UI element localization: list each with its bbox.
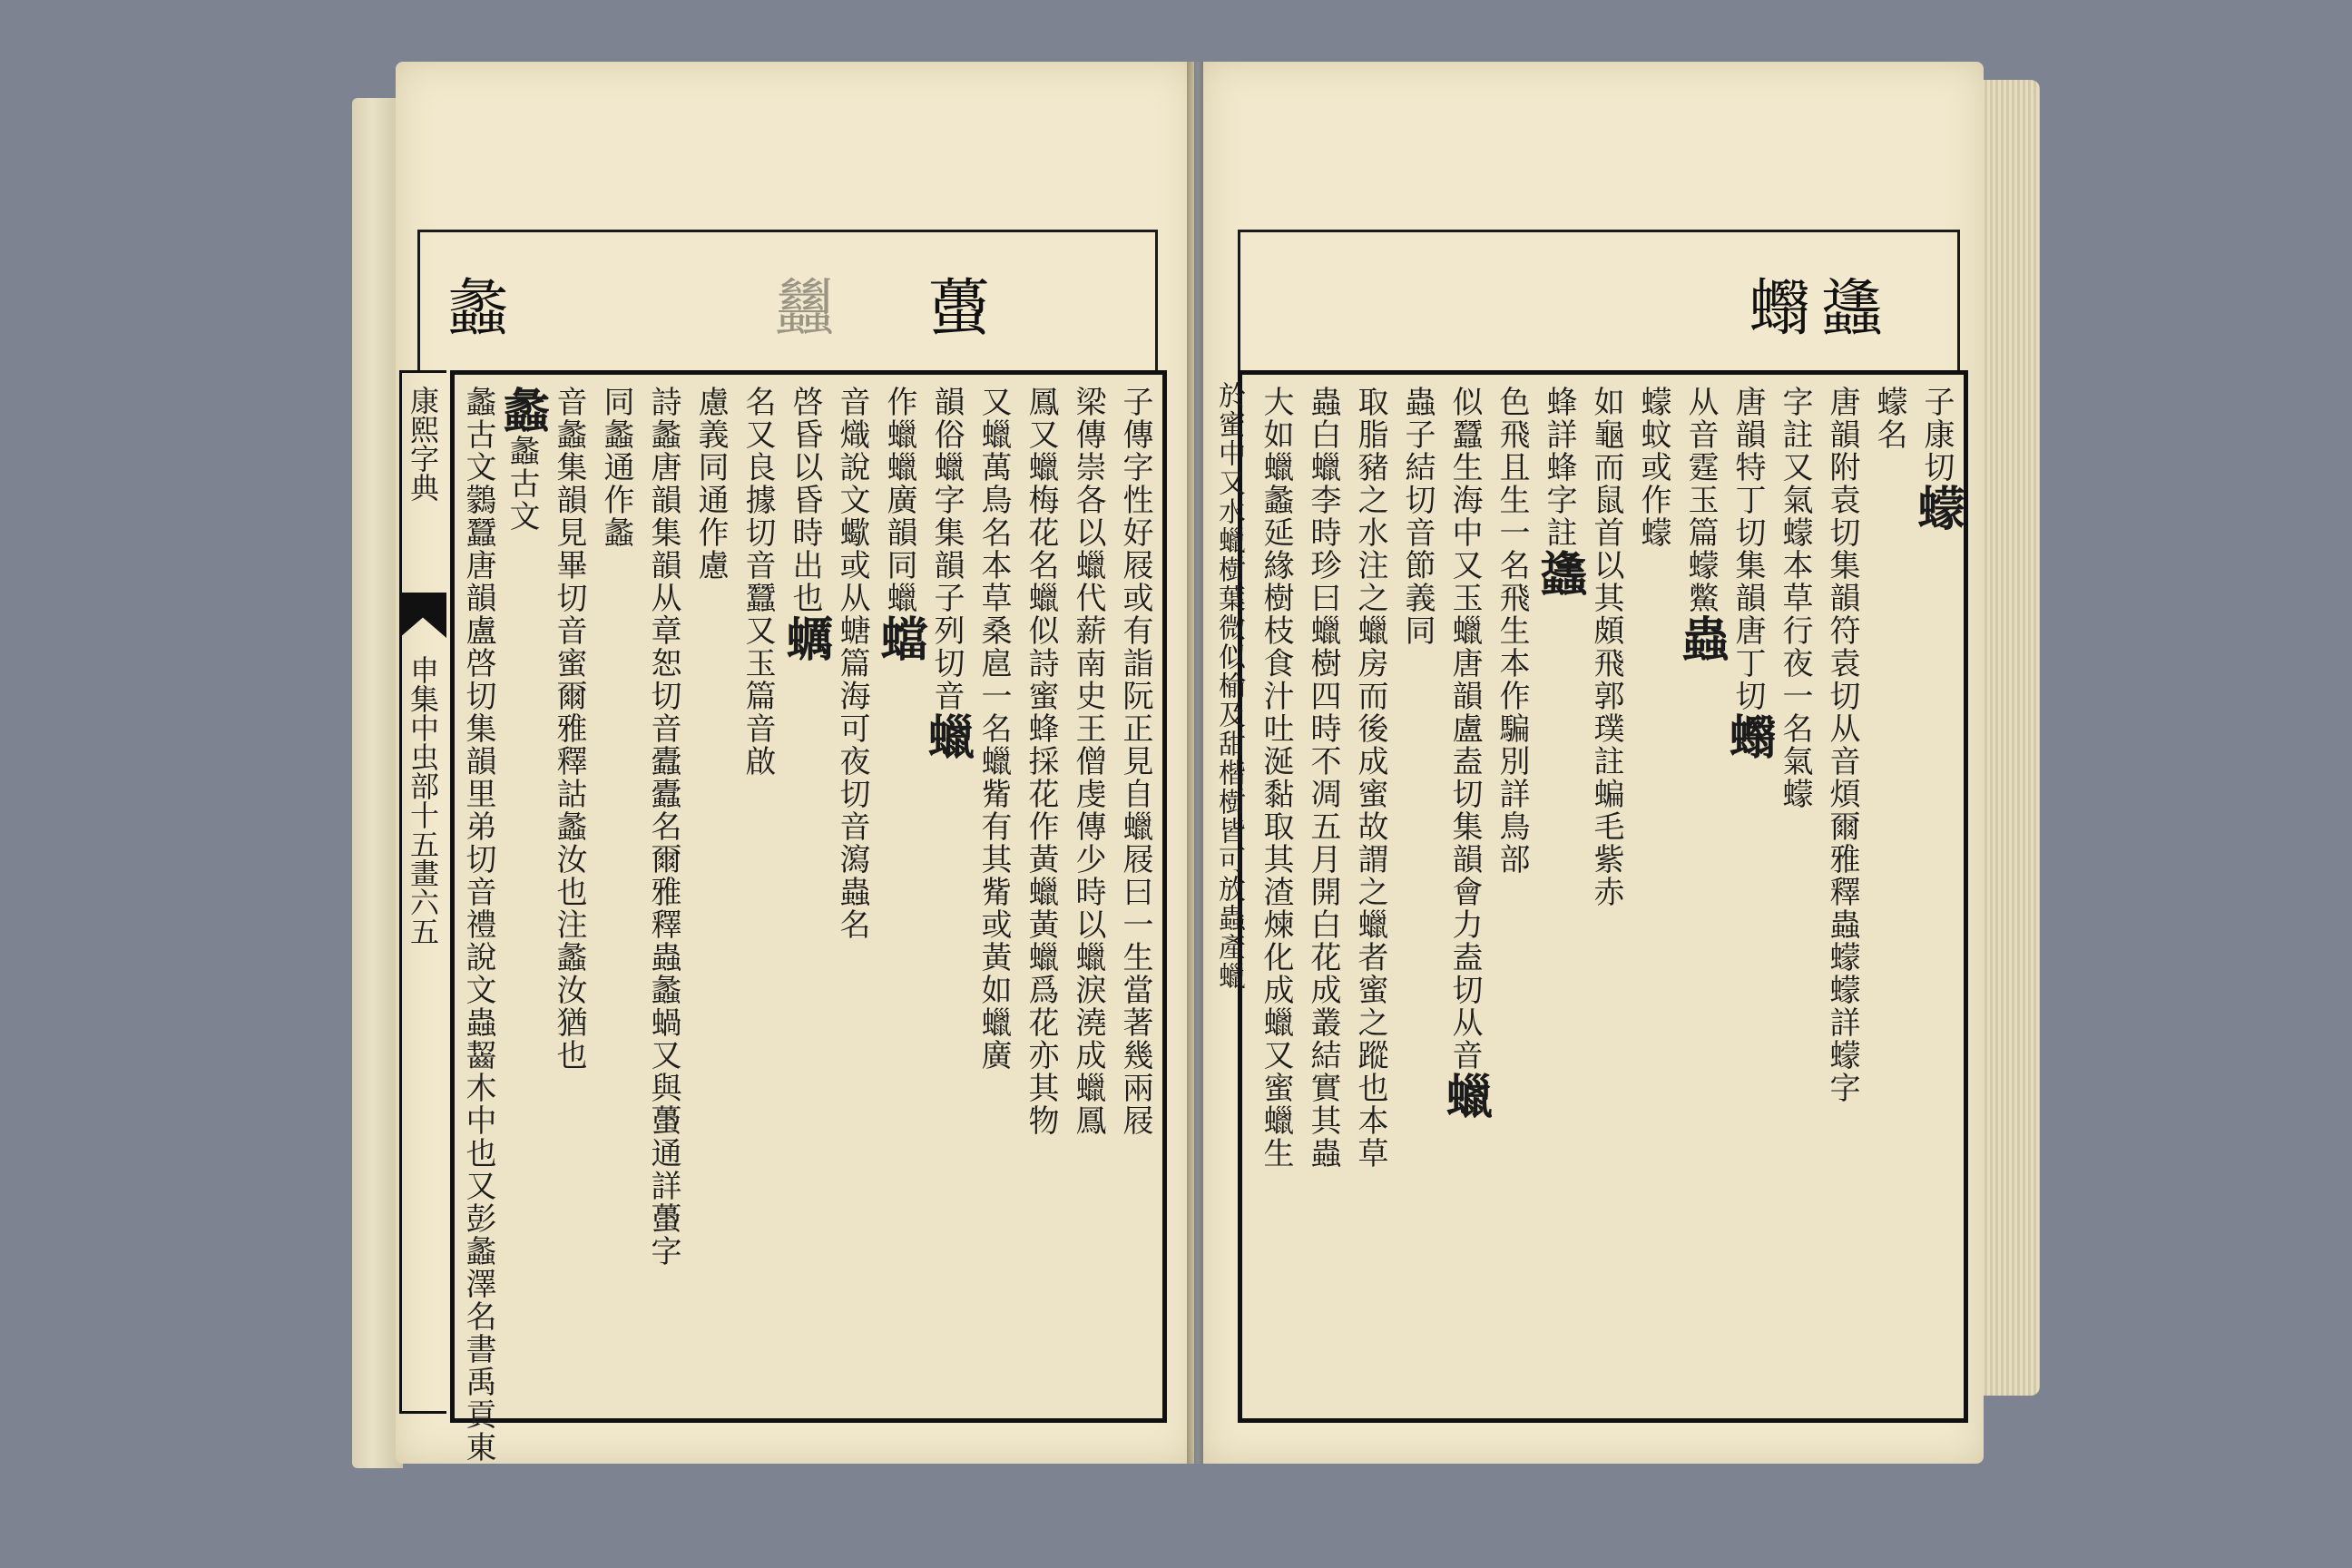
text-segment: 唐韻特丁切集韻唐丁切 — [1730, 386, 1766, 712]
seal-character: 蠭 — [1821, 273, 1884, 345]
text-column — [1437, 386, 1493, 1402]
text-column — [919, 386, 975, 1402]
margin-section: 申集中 — [406, 655, 440, 742]
left-page — [396, 62, 1194, 1464]
text-segment: 蠡古文 — [504, 435, 540, 533]
seal-character: 蠮 — [1749, 273, 1811, 345]
text-column: 蠓蚊或作蠓 — [1635, 386, 1671, 549]
headword: 蠓 — [1909, 484, 1965, 533]
text-column: 音蠡集韻見畢切音蜜爾雅釋詁蠡汝也注蠡汝猶也 — [551, 386, 587, 1072]
text-column: 色飛且生一名飛生本作騙別詳鳥部 — [1494, 386, 1530, 876]
text-segment: 韻俗蠟字集韻子列切音 — [928, 386, 965, 712]
text-column: 字註又氣蠓本草行夜一名氣蠓 — [1777, 386, 1813, 810]
text-column: 同蠡通作蠡 — [598, 386, 634, 549]
seal-character: 蠿 — [774, 273, 837, 345]
seal-character: 蠡 — [447, 273, 510, 345]
text-column — [778, 386, 833, 1402]
seal-header-band — [417, 230, 1158, 373]
text-column: 取脂豬之水注之蠟房而後成蜜故謂之蠟者蜜之蹤也本草 — [1352, 386, 1388, 1170]
headword: 蟲 — [1673, 614, 1729, 663]
text-column — [1532, 386, 1587, 1402]
text-column: 音熾說文蠍或从螗篇海可夜切音瀉蟲名 — [834, 386, 870, 941]
text-column: 詩蠡唐韻集韻从章恕切音蠹蠹名爾雅釋蟲蠡蝸又與蠆通詳蠆字 — [645, 386, 681, 1268]
margin-radical: 虫部 — [406, 742, 440, 800]
book-page-block-right — [1976, 80, 2040, 1396]
text-column: 如龜而鼠首以其頗飛郭璞註蝙毛紫赤 — [1588, 386, 1624, 908]
text-column — [1720, 386, 1776, 1402]
seal-character: 蠆 — [928, 273, 991, 345]
text-segment: 从音霆玉篇蠓鱉 — [1682, 386, 1719, 614]
right-page — [1203, 62, 1984, 1464]
text-frame-right — [1238, 370, 1968, 1423]
headword: 蠣 — [778, 614, 833, 663]
text-column: 又蠟萬鳥名本草桑扈一名蠟觜有其觜或黃如蠟廣 — [975, 386, 1012, 1072]
text-segment: 似蠶生海中又玉蠟唐韻盧盍切集韻會力盍切从音 — [1446, 386, 1483, 1072]
text-column: 蟲子結切音節義同 — [1399, 386, 1436, 647]
text-column — [1673, 386, 1729, 1402]
margin-strokes: 十五畫 — [406, 800, 440, 887]
headword: 蠟 — [919, 712, 975, 761]
margin-folio: 六五 — [406, 887, 440, 946]
text-column: 名又良據切音蠶又玉篇音啟 — [740, 386, 776, 778]
headword: 蟷 — [872, 614, 927, 663]
text-column: 子傳字性好屐或有詣阮正見自蠟屐曰一生當著幾兩屐 — [1117, 386, 1153, 1137]
margin-title: 康熙字典 — [406, 386, 440, 502]
text-segment: 作蠟蠟廣韻同蠟 — [881, 386, 917, 614]
open-book — [352, 62, 2040, 1479]
text-frame-left — [450, 370, 1167, 1464]
text-column: 梁傳崇各以蠟代薪南史王僧虔傳少時以蠟淚澆成蠟鳳 — [1070, 386, 1106, 1137]
text-column: 蠡古文鸏蠶唐韻盧啓切集韻里弟切音禮說文蟲齧木中也又彭蠡澤名書禹貢東 — [460, 386, 496, 1464]
headword: 蠟 — [1437, 1072, 1493, 1121]
text-column: 唐韻附袁切集韻符袁切从音煩爾雅釋蟲蠓蠓詳蠓字 — [1824, 386, 1860, 1104]
text-segment: 子康切 — [1918, 386, 1955, 484]
headword: 蠡 — [495, 386, 550, 435]
text-column — [1909, 386, 1965, 1402]
seal-header-band — [1238, 230, 1960, 373]
text-column: 慮義同通作慮 — [692, 386, 729, 582]
text-column-outer: 於蜜中又水蠟樹葉微似榆及甜楷樹皆可放蟲產蠟 — [1213, 381, 1245, 991]
text-column: 蟲白蠟李時珍曰蠟樹四時不凋五月開白花成叢結實其蟲 — [1305, 386, 1341, 1170]
text-column — [872, 386, 927, 1402]
margin-section-strip — [399, 642, 446, 1414]
text-column: 鳳又蠟梅花名蠟似詩蜜蜂採花作黃蠟黃蠟爲花亦其物 — [1023, 386, 1059, 1137]
headword: 蠭 — [1532, 549, 1587, 598]
headword: 蠮 — [1720, 712, 1776, 761]
text-column: 蠓名 — [1871, 386, 1907, 451]
text-column — [495, 386, 550, 1402]
text-segment: 啓昏以昏時出也 — [787, 386, 823, 614]
text-column: 大如蠟蠡延緣樹枝食汁吐涎黏取其渣煉化成蠟又蜜蠟生 — [1258, 386, 1294, 1170]
text-segment: 蜂詳蜂字註 — [1541, 386, 1577, 549]
